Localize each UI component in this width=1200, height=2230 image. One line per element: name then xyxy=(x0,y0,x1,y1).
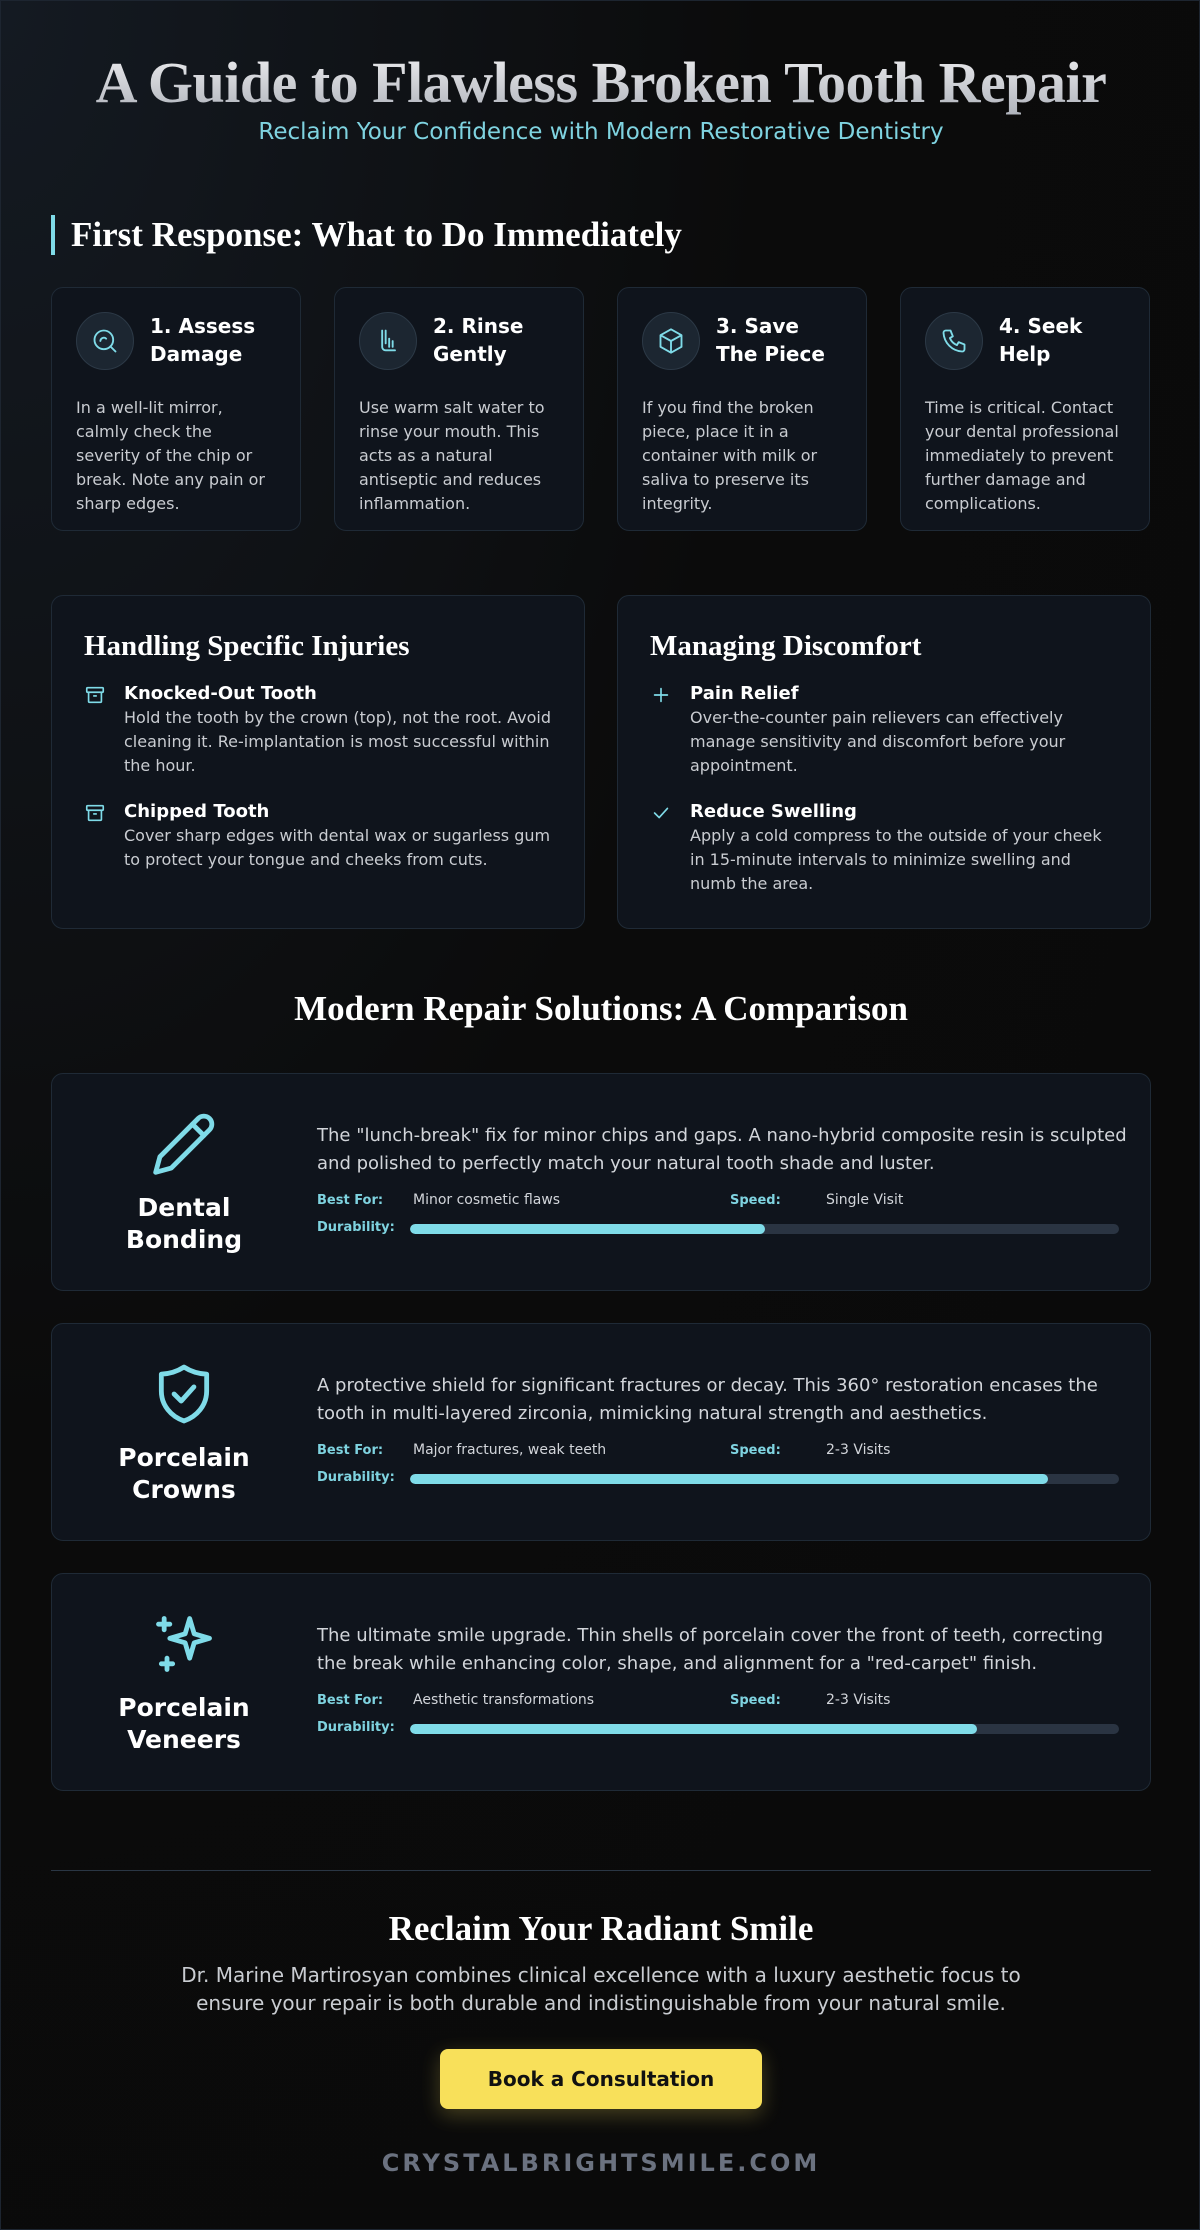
best-for-label: Best For: xyxy=(317,1193,384,1208)
item-title: Chipped Tooth xyxy=(124,801,270,822)
box-icon xyxy=(642,312,700,370)
pencil-icon xyxy=(150,1110,218,1178)
toothbrush-icon xyxy=(359,312,417,370)
best-for-label: Best For: xyxy=(317,1443,384,1458)
injuries-card xyxy=(51,595,585,929)
durability-fill xyxy=(410,1724,977,1734)
item-title: Pain Relief xyxy=(690,683,799,704)
comparison-heading: Modern Repair Solutions: A Comparison xyxy=(294,989,908,1028)
durability-fill xyxy=(410,1474,1048,1484)
first-response-heading: First Response: What to Do Immediately xyxy=(51,215,682,255)
speed-label: Speed: xyxy=(730,1193,781,1208)
item-body: Cover sharp edges with dental wax or sugarless gum to protect your tongue and cheeks from cuts. xyxy=(124,826,551,869)
speed-value: 2-3 Visits xyxy=(826,1442,891,1458)
step-title: 3. Save The Piece xyxy=(716,314,825,366)
discomfort-heading: Managing Discomfort xyxy=(650,630,922,662)
step-card-rinse xyxy=(334,287,584,531)
page-title: A Guide to Flawless Broken Tooth Repair xyxy=(1,49,1200,116)
solution-name: Porcelain Veneers xyxy=(118,1693,250,1754)
speed-value: 2-3 Visits xyxy=(826,1692,891,1708)
item-body: Over-the-counter pain relievers can effectively manage sensitivity and discomfort before your appointment. xyxy=(690,708,1066,775)
step-body: In a well-lit mirror, calmly check the severity of the chip or break. Note any pain or sharp edges. xyxy=(76,398,265,513)
step-body: Use warm salt water to rinse your mouth. This acts as a natural antiseptic and reduces inflammation. xyxy=(359,398,545,513)
durability-bar xyxy=(410,1724,1119,1734)
archive-icon xyxy=(84,682,108,778)
best-for-value: Aesthetic transformations xyxy=(413,1692,595,1708)
search-icon xyxy=(76,312,134,370)
best-for-value: Minor cosmetic flaws xyxy=(413,1192,561,1208)
cta-text: Dr. Marine Martirosyan combines clinical excellence with a luxury aesthetic focus to ensure your repair is both durable and indistinguishable from your natural smile. xyxy=(181,1963,1021,2015)
list-item xyxy=(84,682,552,778)
solution-card-crowns xyxy=(51,1323,1151,1541)
solution-meta xyxy=(317,1440,1129,1462)
sparkles-icon xyxy=(150,1610,218,1678)
durability-row xyxy=(317,1718,1129,1740)
durability-row xyxy=(317,1468,1129,1490)
step-body: If you find the broken piece, place it in a container with milk or saliva to preserve its integrity. xyxy=(642,398,818,513)
discomfort-card xyxy=(617,595,1151,929)
step-title: 1. Assess Damage xyxy=(150,314,256,366)
book-consultation-button[interactable]: Book a Consultation xyxy=(440,2049,762,2109)
durability-label: Durability: xyxy=(317,1470,395,1485)
archive-icon xyxy=(84,800,108,872)
check-icon xyxy=(650,800,674,896)
steps-row xyxy=(51,287,1151,531)
list-item xyxy=(650,800,1118,896)
durability-fill xyxy=(410,1224,765,1234)
step-card-assess xyxy=(51,287,301,531)
website-link[interactable]: CRYSTALBRIGHTSMILE.COM xyxy=(381,2149,821,2177)
solution-meta xyxy=(317,1690,1129,1712)
plus-icon xyxy=(650,682,674,778)
cta-title: Reclaim Your Radiant Smile xyxy=(388,1909,814,1948)
step-card-help xyxy=(900,287,1150,531)
solution-description: The ultimate smile upgrade. Thin shells of porcelain cover the front of teeth, correcting the break while enhancing color, shape, and alignment for a "red-carpet" finish. xyxy=(317,1625,1104,1674)
divider xyxy=(51,1870,1151,1871)
step-title: 4. Seek Help xyxy=(999,314,1083,366)
list-item xyxy=(84,800,552,872)
solution-name: Dental Bonding xyxy=(125,1193,243,1254)
page-subtitle: Reclaim Your Confidence with Modern Restorative Dentistry xyxy=(258,119,944,145)
durability-bar xyxy=(410,1224,1119,1234)
injuries-heading: Handling Specific Injuries xyxy=(84,630,410,662)
phone-icon xyxy=(925,312,983,370)
shield-check-icon xyxy=(150,1360,218,1428)
speed-label: Speed: xyxy=(730,1693,781,1708)
solution-card-veneers xyxy=(51,1573,1151,1791)
durability-label: Durability: xyxy=(317,1220,395,1235)
durability-label: Durability: xyxy=(317,1720,395,1735)
item-title: Knocked-Out Tooth xyxy=(124,683,317,704)
step-card-save xyxy=(617,287,867,531)
durability-bar xyxy=(410,1474,1119,1484)
solution-meta xyxy=(317,1190,1129,1212)
step-title: 2. Rinse Gently xyxy=(433,314,524,366)
list-item xyxy=(650,682,1118,778)
durability-row xyxy=(317,1218,1129,1240)
item-body: Apply a cold compress to the outside of your cheek in 15-minute intervals to minimize swelling and numb the area. xyxy=(690,826,1102,893)
item-title: Reduce Swelling xyxy=(690,801,857,822)
best-for-value: Major fractures, weak teeth xyxy=(413,1442,607,1458)
item-body: Hold the tooth by the crown (top), not the root. Avoid cleaning it. Re-implantation is most successful within the hour. xyxy=(124,708,552,775)
speed-label: Speed: xyxy=(730,1443,781,1458)
solution-description: A protective shield for significant fractures or decay. This 360° restoration encases the tooth in multi-layered zirconia, mimicking natural strength and aesthetics. xyxy=(317,1375,1098,1424)
speed-value: Single Visit xyxy=(826,1192,904,1208)
step-body: Time is critical. Contact your dental professional immediately to prevent further damage and complications. xyxy=(925,398,1119,513)
solution-card-bonding xyxy=(51,1073,1151,1291)
best-for-label: Best For: xyxy=(317,1693,384,1708)
solution-description: The "lunch-break" fix for minor chips and gaps. A nano-hybrid composite resin is sculpted and polished to perfectly match your natural tooth shade and luster. xyxy=(317,1125,1127,1174)
solution-name: Porcelain Crowns xyxy=(118,1443,250,1504)
